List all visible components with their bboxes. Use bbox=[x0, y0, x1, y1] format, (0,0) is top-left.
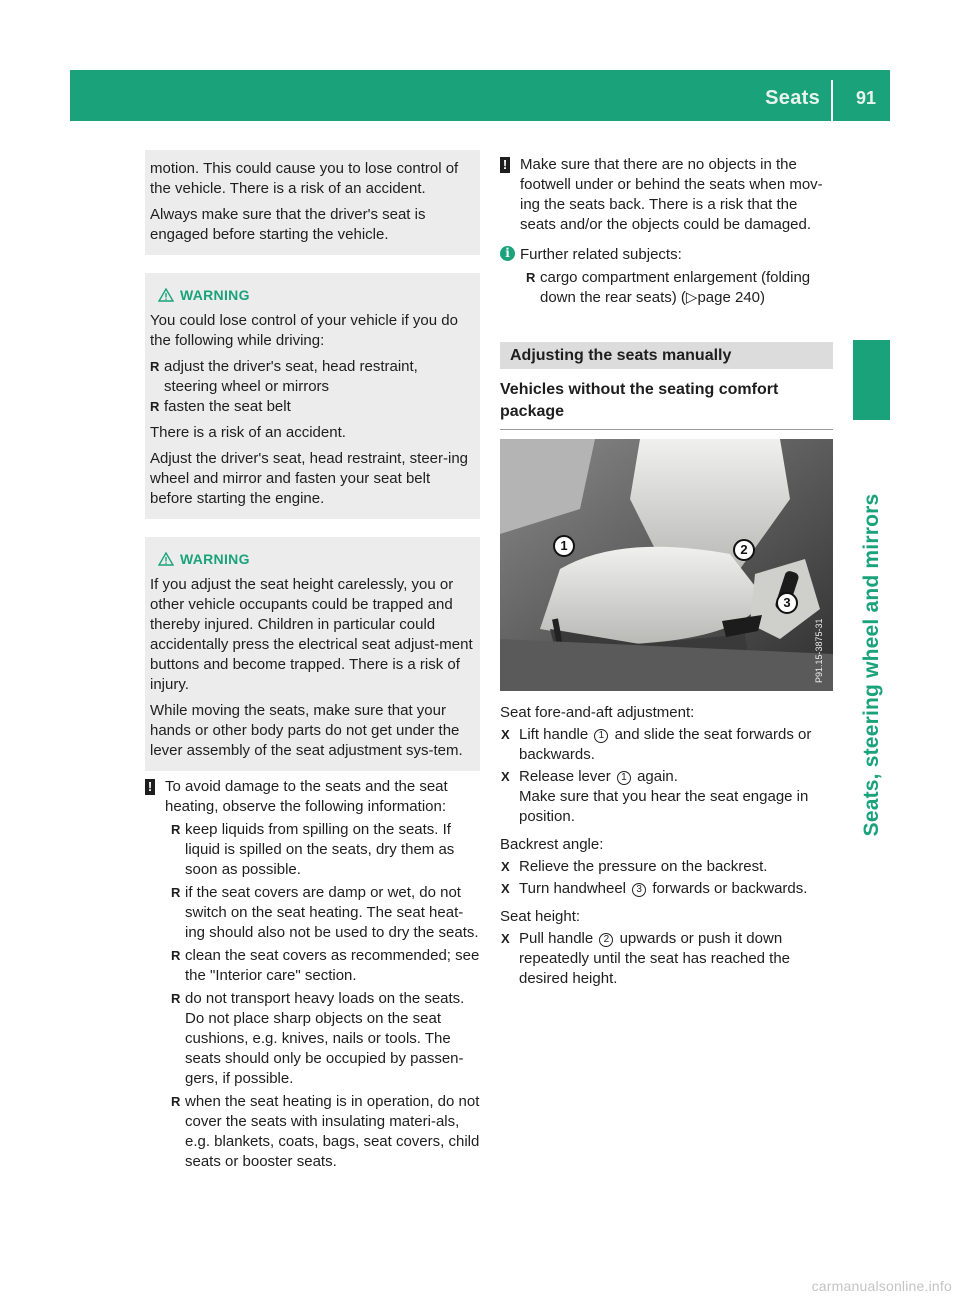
section-title: Adjusting the seats manually bbox=[500, 342, 833, 369]
callout-2: 2 bbox=[733, 539, 755, 561]
step-text: Turn handwheel bbox=[519, 880, 627, 897]
page-ref[interactable]: page 240) bbox=[697, 289, 766, 306]
callout-ref: 3 bbox=[632, 883, 646, 897]
procedure-label: Seat fore-and-aft adjustment: bbox=[500, 704, 695, 721]
callout-ref: 1 bbox=[617, 771, 631, 785]
step-text: again. bbox=[637, 768, 678, 785]
warning-title: WARNING bbox=[180, 551, 250, 567]
procedure-step bbox=[500, 767, 833, 827]
header-divider bbox=[831, 80, 833, 121]
callout-3: 3 bbox=[776, 592, 798, 614]
chapter-label bbox=[858, 430, 886, 900]
step-text: forwards or backwards. bbox=[652, 880, 808, 897]
warning-title: WARNING bbox=[180, 287, 250, 303]
header-section-title: Seats bbox=[765, 87, 820, 109]
notice-text: Make sure that there are no objects in the footwell under or behind the seats when mov-ing the seats back. There is a risk that the seats and/or the objects could be damaged. bbox=[520, 156, 823, 233]
right-column bbox=[500, 155, 833, 989]
page-ref-arrow-icon: ▷ bbox=[685, 289, 698, 306]
warning-heading bbox=[158, 285, 475, 305]
list-item: R if the seat covers are damp or wet, do not switch on the seat heating. The seat heat-ing should also not be used to dry the seats. bbox=[171, 883, 480, 943]
info-block bbox=[500, 245, 833, 308]
seat-illustration bbox=[500, 439, 833, 691]
paragraph: motion. This could cause you to lose control of the vehicle. There is a risk of an accident. bbox=[150, 160, 459, 197]
chapter-label-text: Seats, steering wheel and mirrors bbox=[860, 493, 883, 837]
figure-code: P91.15-3875-31 bbox=[814, 618, 824, 683]
exclamation-icon: ! bbox=[500, 157, 510, 173]
list-item-text: cargo compartment enlargement (folding down the rear seats) ( bbox=[540, 269, 811, 306]
procedure-step bbox=[500, 879, 833, 899]
list-item: R fasten the seat belt bbox=[150, 397, 475, 417]
paragraph: There is a risk of an accident. bbox=[150, 424, 346, 441]
warning-heading bbox=[158, 549, 475, 569]
warning-triangle-icon bbox=[158, 288, 174, 302]
info-text: Further related subjects: bbox=[520, 246, 682, 263]
step-text: Release lever bbox=[519, 768, 611, 785]
callout-ref: 1 bbox=[594, 729, 608, 743]
continued-warning-box bbox=[145, 150, 480, 255]
warning-triangle-icon bbox=[158, 552, 174, 566]
chapter-tab bbox=[853, 340, 890, 420]
list-item: R keep liquids from spilling on the seats. If liquid is spilled on the seats, dry them as soon as possible. bbox=[171, 820, 480, 880]
paragraph: While moving the seats, make sure that your hands or other body parts do not get under the lever assembly of the seat adjustment sys-tem. bbox=[150, 702, 463, 759]
step-text: Lift handle bbox=[519, 726, 589, 743]
callout-1: 1 bbox=[553, 535, 575, 557]
step-text: Pull handle bbox=[519, 930, 594, 947]
procedure-label: Backrest angle: bbox=[500, 836, 604, 853]
warning-box bbox=[145, 273, 480, 519]
procedure-step bbox=[500, 929, 833, 989]
list-item: R do not transport heavy loads on the seats. Do not place sharp objects on the seat cushions, e.g. knives, nails or tools. The seats should only be occupied by passen-gers, if possible. bbox=[171, 989, 480, 1089]
list-item bbox=[526, 268, 833, 308]
exclamation-icon: ! bbox=[145, 779, 155, 795]
paragraph: Adjust the driver's seat, head restraint, steer-ing wheel and mirror and fasten your seat belt before starting the engine. bbox=[150, 450, 469, 507]
procedure-label: Seat height: bbox=[500, 908, 581, 925]
info-icon: i bbox=[500, 246, 515, 261]
list-item: R clean the seat covers as recommended; see the "Interior care" section. bbox=[171, 946, 480, 986]
seat-photo bbox=[500, 439, 833, 691]
warning-box bbox=[145, 537, 480, 771]
procedure-step: X Relieve the pressure on the backrest. bbox=[500, 857, 833, 877]
paragraph: Always make sure that the driver's seat is engaged before starting the vehicle. bbox=[150, 206, 426, 243]
left-column bbox=[145, 150, 480, 1172]
subsection-title: Vehicles without the seating comfort package bbox=[500, 379, 833, 430]
step-text: upwards or push it down repeatedly until the seat has reached the desired height. bbox=[519, 930, 791, 987]
procedure-step bbox=[500, 725, 833, 765]
paragraph: If you adjust the seat height carelessly, you or other vehicle occupants could be trapped and thereby injured. Children in particular could accidentally press the electrical seat adjust-ment buttons and become trapped. There is a risk of injury. bbox=[150, 576, 473, 693]
paragraph: You could lose control of your vehicle if you do the following while driving: bbox=[150, 312, 458, 349]
list-item: R adjust the driver's seat, head restraint, steering wheel or mirrors bbox=[150, 357, 475, 397]
notice-block bbox=[500, 155, 833, 235]
step-note: Make sure that you hear the seat engage in position. bbox=[519, 788, 809, 825]
watermark: carmanualsonline.info bbox=[811, 1278, 952, 1294]
notice-block bbox=[145, 777, 480, 1172]
step-text: and slide the seat forwards or backwards. bbox=[519, 726, 812, 763]
list-item: R when the seat heating is in operation, do not cover the seats with insulating materi-als, e.g. blankets, coats, bags, seat covers, child seats or booster seats. bbox=[171, 1092, 480, 1172]
header-bar bbox=[70, 70, 890, 121]
notice-text: To avoid damage to the seats and the seat heating, observe the following information: bbox=[165, 778, 448, 815]
callout-ref: 2 bbox=[599, 933, 613, 947]
page-number: 91 bbox=[855, 88, 876, 108]
